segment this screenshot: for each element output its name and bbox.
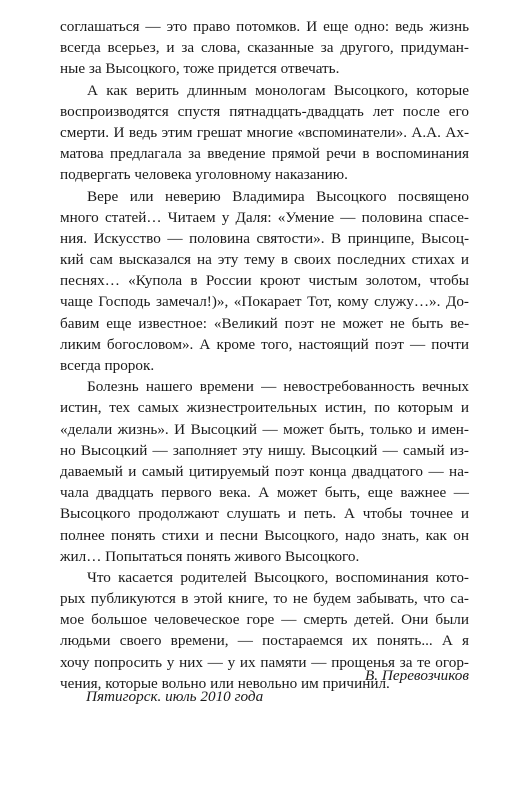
paragraph-4: [60, 376, 469, 567]
text-line: кий сам высказался на эту тему в своих последних стихах и: [60, 251, 469, 269]
text-line: соглашаться — это право потомков. И еще одно: ведь жизнь: [60, 18, 469, 35]
paragraph-1: [60, 16, 469, 80]
text-line: всегда всерьез, и за слова, сказанные за другого, придуман-: [60, 39, 469, 57]
text-line: ния. Искусство — половина святости». В принципе, Высоц-: [60, 229, 469, 247]
text-line: ные за Высоцкого, тоже придется отвечать.: [60, 60, 340, 78]
text-line: чала двадцать первого века. А может быть, еще важнее —: [60, 484, 469, 502]
text-line: даваемый и самый цитируемый поэт конца двадцатого — на-: [60, 462, 469, 480]
text-line: ликим богословом». А кроме того, настоящий поэт — почти: [60, 335, 469, 353]
text-line: но Высоцкий — заполняет эту нишу. Высоцкий — самый из-: [60, 441, 469, 459]
text-line: смерти. И ведь этим грешат многие «вспоминатели». А.А. Ах-: [60, 123, 469, 141]
text-line: «делали жизнь». И Высоцкий — может быть, только и имен-: [60, 420, 469, 438]
text-line: жил… Попытаться понять живого Высоцкого.: [60, 547, 360, 565]
text-line: чаще Господь замечал!)», «Покарает Тот, кому служу…». До-: [60, 293, 469, 311]
text-line: Высоцкого продолжают слушать и петь. А чтобы точнее и: [60, 505, 469, 523]
paragraph-3: [60, 186, 469, 377]
place-and-date: Пятигорск. июль 2010 года: [86, 688, 264, 705]
text-line: воспроизводятся спустя пятнадцать-двадцать лет после его: [60, 102, 469, 120]
text-line: песнях… «Купола в России кроют чистым золотом, чтобы: [60, 272, 469, 290]
text-line: Вере или неверию Владимира Высоцкого посвящено: [87, 187, 469, 205]
author-signature: В. Перевозчиков: [365, 667, 469, 684]
text-line: подвергать человека уголовному наказанию.: [60, 166, 348, 184]
book-page-text: [60, 16, 469, 694]
text-line: А как верить длинным монологам Высоцкого, которые: [87, 81, 469, 99]
text-line: много статей… Читаем у Даля: «Умение — половина спасе-: [60, 208, 469, 226]
text-line: чения, которые вольно или невольно им причинил.: [60, 674, 390, 692]
text-line: рых публикуются в этой книге, то не будем забывать, что са-: [60, 590, 469, 608]
text-line: Болезнь нашего времени — невостребованность вечных: [87, 378, 469, 396]
text-line: людьми своего времени, — постараемся их понять... А я: [60, 632, 469, 650]
text-line: всегда пророк.: [60, 357, 155, 374]
text-line: матова предлагала за введение прямой речи в воспоминания: [60, 145, 469, 163]
text-line: мое большое человеческое горе — смерть детей. Они были: [60, 611, 469, 629]
text-line: хочу попросить у них — у их памяти — прощенья за те огор-: [60, 653, 469, 671]
text-line: истин, тех самых жизнестроительных истин, по которым и: [60, 399, 469, 417]
text-line: бавим еще известное: «Великий поэт не может не быть ве-: [60, 314, 469, 332]
text-line: Что касается родителей Высоцкого, воспоминания кото-: [87, 568, 469, 586]
paragraph-2: [60, 80, 469, 186]
text-line: полнее понять стихи и песни Высоцкого, надо знать, как он: [60, 526, 469, 544]
